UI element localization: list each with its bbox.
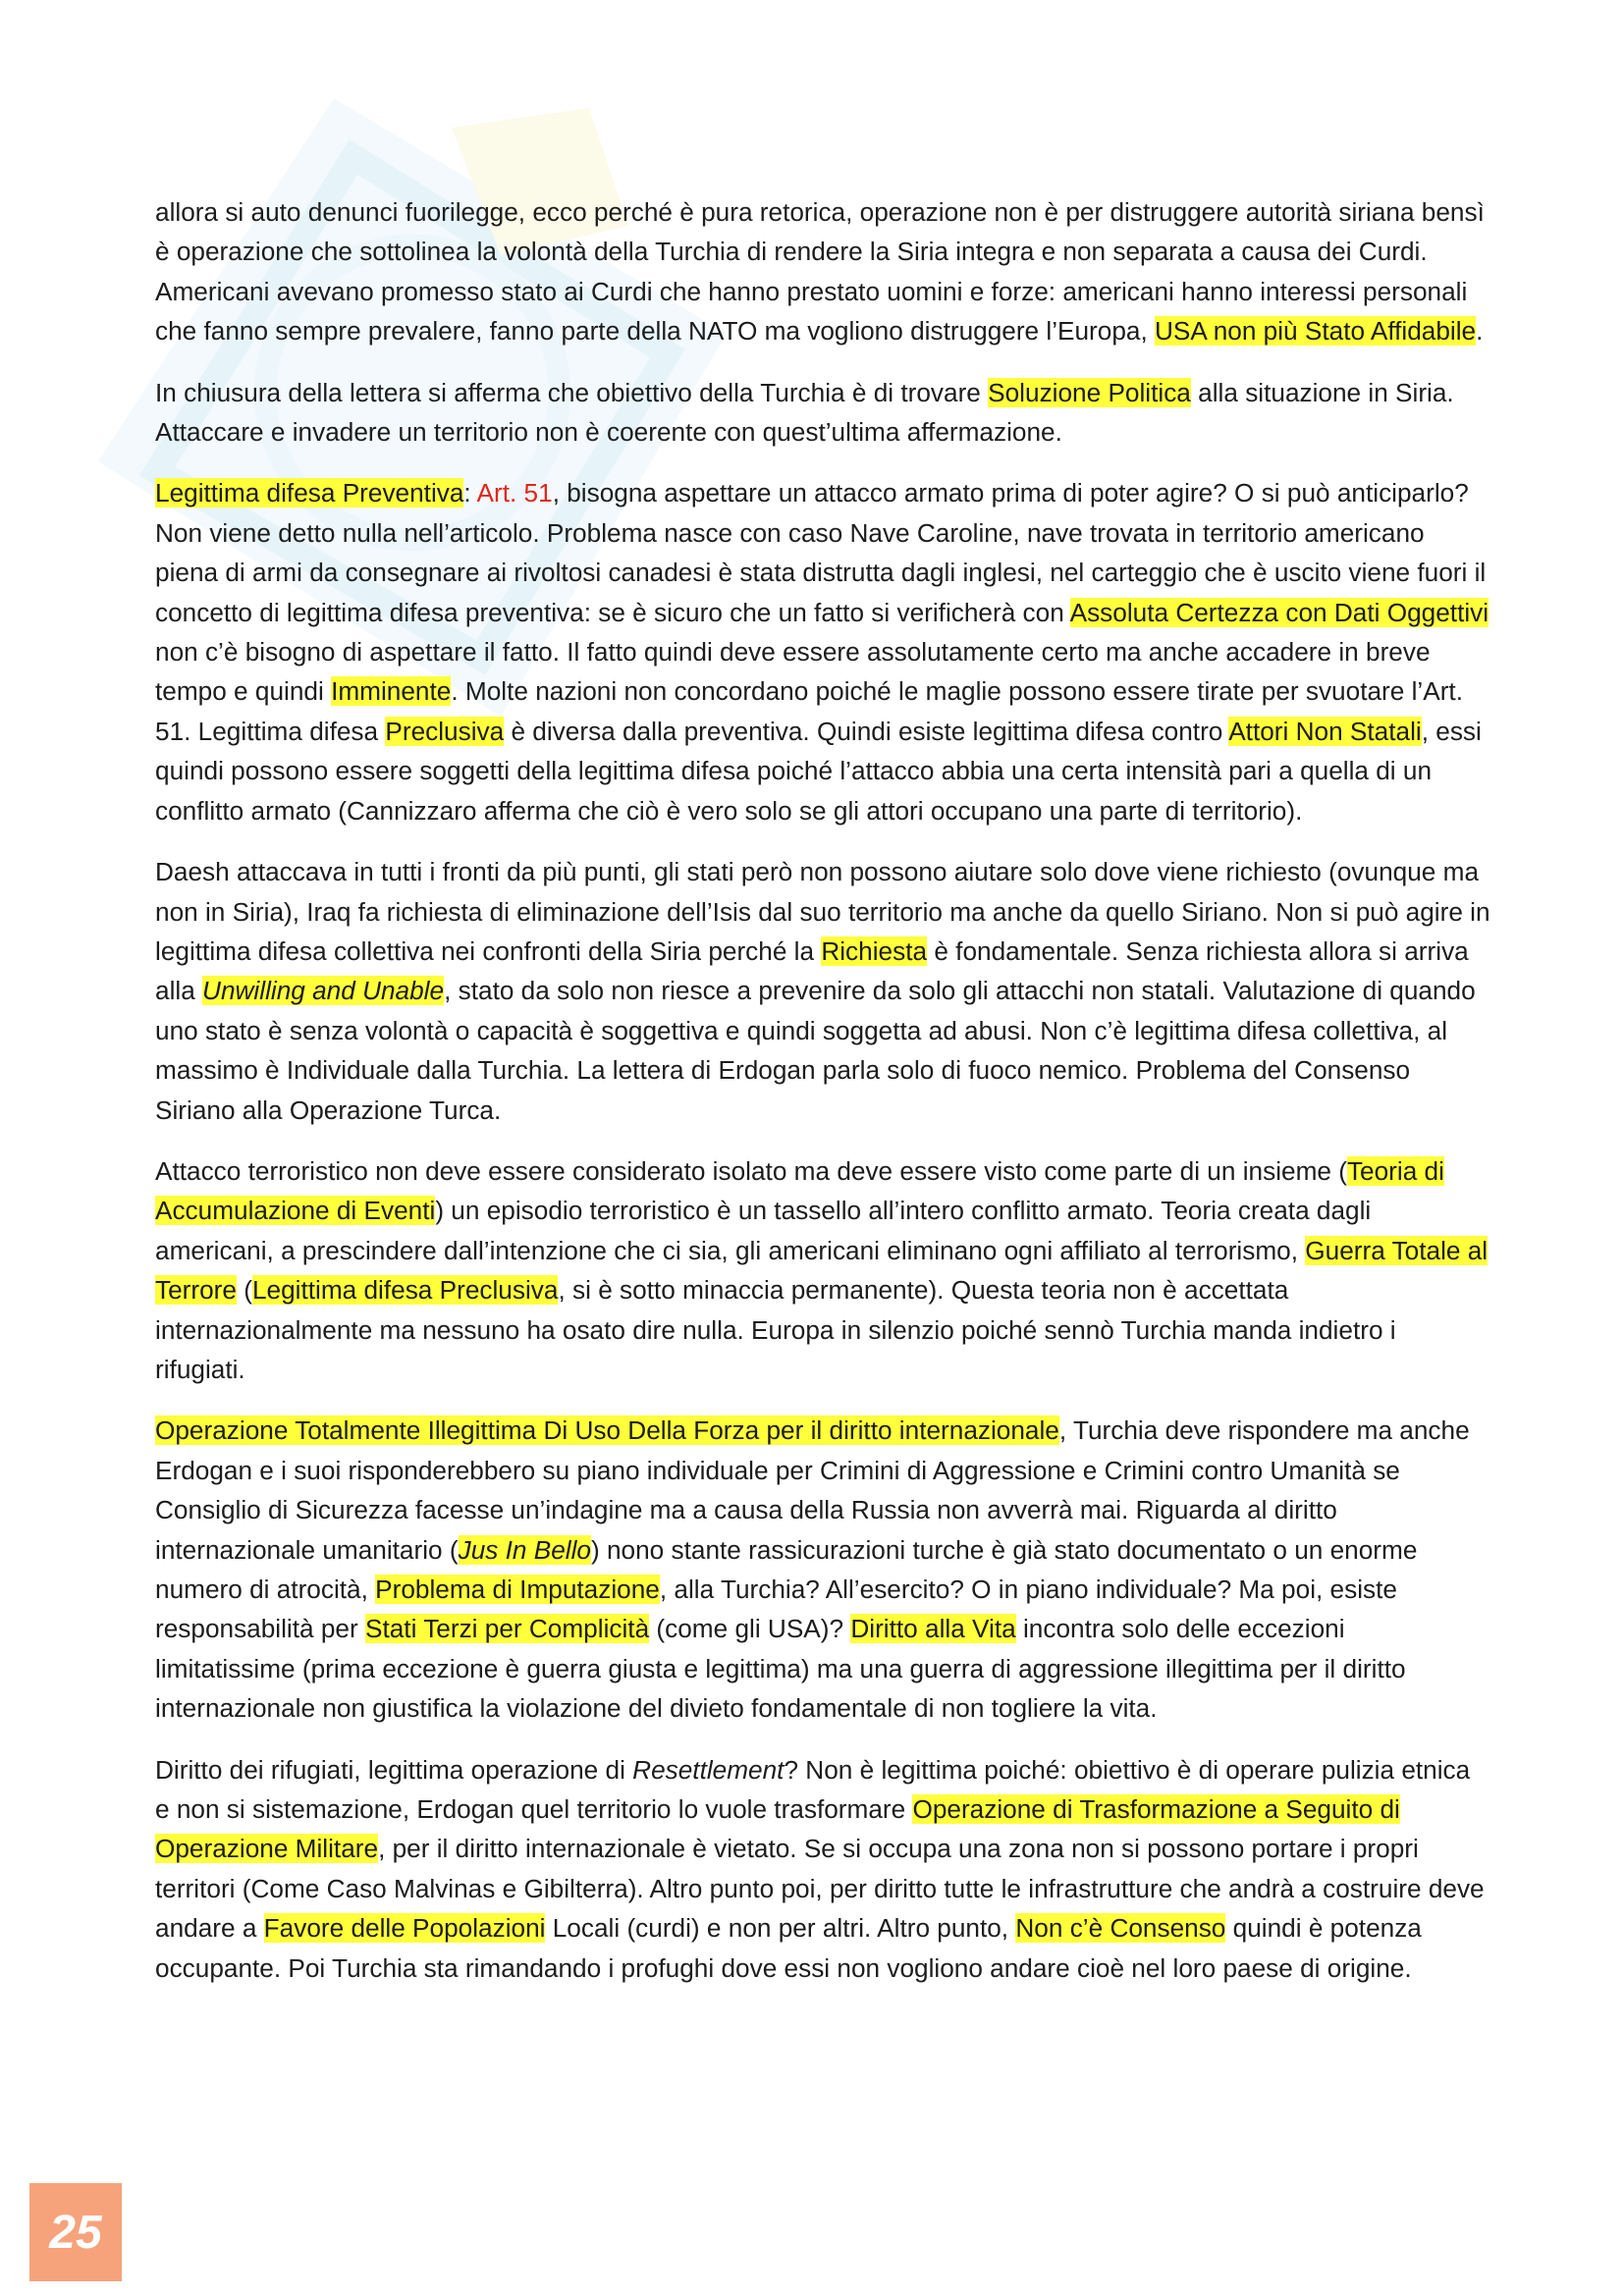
highlighted-term: Attori Non Statali bbox=[1228, 716, 1422, 746]
text-run: ( bbox=[236, 1275, 252, 1306]
text-run: (come gli USA)? bbox=[649, 1614, 851, 1644]
paragraph-4 bbox=[155, 852, 1490, 1130]
highlighted-term: Assoluta Certezza con Dati Oggettivi bbox=[1069, 597, 1489, 627]
text-run: : bbox=[463, 478, 477, 508]
text-run: , bisogna aspettare un attacco armato prima di poter agire? O si può anticiparlo? Non viene detto nulla nell’articolo. Problema nasce con caso Nave Caroline, nave trovata in territorio americano piena di armi da consegnare ai rivoltosi canadesi è stata distrutta dagli inglesi, nel carteggio che è uscito viene fuori il concetto di legittima difesa preventiva: se è sicuro che un fatto si verificherà con bbox=[155, 478, 1487, 627]
highlighted-term: USA non più Stato Affidabile bbox=[1155, 316, 1477, 347]
text-run: incontra solo delle eccezioni limitatissime (prima eccezione è guerra giusta e legittima) ma una guerra di aggressione illegittima per il diritto internazionale non giustifica la violazione del divieto fondamentale di non togliere la vita. bbox=[155, 1614, 1406, 1724]
highlighted-term: Operazione di Trasformazione a Seguito di Operazione Militare bbox=[155, 1794, 1400, 1864]
text-run: , Turchia deve rispondere ma anche Erdogan e i suoi risponderebbero su piano individuale per Crimini di Aggressione e Crimini contro Umanità se Consiglio di Sicurezza facesse un’indagine ma a causa della Russia non avverrà mai. Riguarda al diritto internazionale umanitario ( bbox=[155, 1415, 1470, 1565]
highlighted-term: Stati Terzi per Complicità bbox=[365, 1614, 650, 1644]
highlighted-term: Unwilling and Unable bbox=[202, 976, 445, 1006]
highlighted-term: Imminente bbox=[331, 676, 452, 707]
text-run: . bbox=[1476, 316, 1484, 347]
text-run: ) un episodio terroristico è un tassello all’intero conflitto armato. Teoria creata dagli americani, a prescindere dall’intenzione che ci sia, gli americani eliminano ogni affiliato al terrorismo, bbox=[155, 1196, 1372, 1265]
text-run: è diversa dalla preventiva. Quindi esiste legittima difesa contro bbox=[504, 716, 1229, 746]
italic-term: Resettlement bbox=[632, 1754, 785, 1785]
highlighted-term: Richiesta bbox=[821, 935, 928, 966]
text-run: è fondamentale. Senza richiesta allora si arriva alla bbox=[155, 935, 1469, 1006]
paragraph-5 bbox=[155, 1151, 1490, 1389]
text-run: quindi è potenza occupante. Poi Turchia sta rimandando i profughi dove essi non vogliono andare cioè nel loro paese di origine. bbox=[155, 1913, 1422, 1983]
text-run: alla situazione in Siria. Attaccare e invadere un territorio non è coerente con quest’ultima affermazione. bbox=[155, 377, 1454, 448]
highlighted-term: Favore delle Popolazioni bbox=[263, 1913, 546, 1944]
highlighted-term: Diritto alla Vita bbox=[850, 1614, 1016, 1644]
text-run: allora si auto denunci fuorilegge, ecco perché è pura retorica, operazione non è per distruggere autorità siriana bensì è operazione che sottolinea la volontà della Turchia di rendere la Siria integra e non separata a causa dei Curdi. Americani avevano promesso stato ai Curdi che hanno prestato uomini e forze: americani hanno interessi personali che fanno sempre prevalere, fanno parte della NATO ma vogliono distruggere l’Europa, bbox=[155, 197, 1485, 347]
highlighted-term: Jus In Bello bbox=[458, 1534, 591, 1565]
paragraph-3 bbox=[155, 473, 1490, 830]
text-run: ? Non è legittima poiché: obiettivo è di operare pulizia etnica e non si sistemazione, Erdogan quel territorio lo vuole trasformare bbox=[155, 1754, 1471, 1825]
highlighted-term: Legittima difesa Preventiva bbox=[155, 478, 464, 508]
document-body bbox=[155, 192, 1490, 2009]
text-run: , per il diritto internazionale è vietato. Se si occupa una zona non si possono portare i propri territori (Come Caso Malvinas e Gibilterra). Altro punto poi, per diritto tutte le infrastrutture che andrà a costruire deve andare a bbox=[155, 1834, 1485, 1944]
paragraph-2 bbox=[155, 373, 1490, 453]
text-run: , essi quindi possono essere soggetti della legittima difesa poiché l’attacco abbia una certa intensità pari a quella di un conflitto armato (Cannizzaro afferma che ciò è vero solo se gli attori occupano una parte di territorio). bbox=[155, 716, 1482, 826]
highlighted-term: Guerra Totale al Terrore bbox=[155, 1235, 1489, 1306]
paragraph-7 bbox=[155, 1750, 1490, 1988]
text-run: Locali (curdi) e non per altri. Altro punto, bbox=[545, 1913, 1016, 1944]
highlighted-term: Problema di Imputazione bbox=[375, 1575, 660, 1604]
highlighted-term: Preclusiva bbox=[385, 716, 505, 746]
text-run: non c’è bisogno di aspettare il fatto. Il fatto quindi deve essere assolutamente certo ma anche accadere in breve tempo e quindi bbox=[155, 637, 1431, 707]
text-run: Daesh attaccava in tutti i fronti da più punti, gli stati però non possono aiutare solo dove viene richiesto (ovunque ma non in Siria), Iraq fa richiesta di eliminazione dell’Isis dal suo territorio ma anche da quello Siriano. Non si può agire in legittima difesa collettiva nei confronti della Siria perché la bbox=[155, 857, 1490, 966]
text-run: , alla Turchia? All’esercito? O in piano individuale? Ma poi, esiste responsabilità per bbox=[155, 1575, 1397, 1644]
text-run: In chiusura della lettera si afferma che obiettivo della Turchia è di trovare bbox=[155, 377, 989, 407]
highlighted-term: Teoria di Accumulazione di Eventi bbox=[155, 1155, 1444, 1226]
text-run: Diritto dei rifugiati, legittima operazione di bbox=[155, 1754, 633, 1785]
text-run: . Molte nazioni non concordano poiché le maglie possono essere tirate per svuotare l’Art. 51. Legittima difesa bbox=[155, 676, 1463, 746]
highlighted-term: Soluzione Politica bbox=[988, 377, 1191, 407]
highlighted-term: Non c’è Consenso bbox=[1015, 1913, 1226, 1944]
paragraph-1 bbox=[155, 192, 1490, 351]
text-run: ) nono stante rassicurazioni turche è già stato documentato o un enorme numero di atrocità, bbox=[155, 1534, 1418, 1604]
text-run: , stato da solo non riesce a prevenire da solo gli attacchi non statali. Valutazione di quando uno stato è senza volontà o capacità è soggettiva e quindi soggetta ad abusi. Non c’è legittima difesa collettiva, al massimo è Individuale dalla Turchia. La lettera di Erdogan parla solo di fuoco nemico. Problema del Consenso Siriano alla Operazione Turca. bbox=[155, 976, 1476, 1125]
highlighted-term: Legittima difesa Preclusiva bbox=[251, 1275, 559, 1306]
text-run: Attacco terroristico non deve essere considerato isolato ma deve essere visto come parte di un insieme ( bbox=[155, 1155, 1347, 1186]
highlighted-term: Operazione Totalmente Illegittima Di Uso Della Forza per il diritto internazionale bbox=[155, 1415, 1059, 1446]
article-reference: Art. 51 bbox=[476, 478, 553, 508]
page-number: 25 bbox=[29, 2183, 122, 2281]
text-run: , si è sotto minaccia permanente). Questa teoria non è accettata internazionalmente ma nessuno ha osato dire nulla. Europa in silenzio poiché sennò Turchia manda indietro i rifugiati. bbox=[155, 1275, 1396, 1384]
paragraph-6 bbox=[155, 1411, 1490, 1728]
